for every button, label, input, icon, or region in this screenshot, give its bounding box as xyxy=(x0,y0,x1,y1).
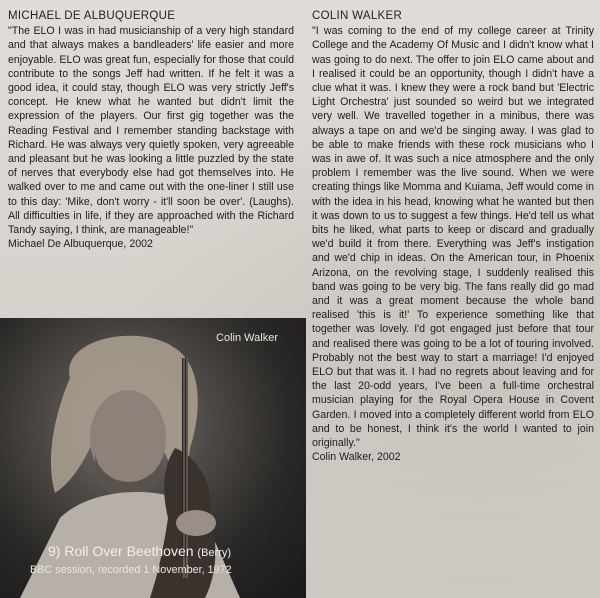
photo-credit: Colin Walker xyxy=(216,332,278,344)
colin-heading: COLIN WALKER xyxy=(312,10,403,22)
track-title xyxy=(48,543,231,559)
track-subtitle: BBC session, recorded 1 November, 1972 xyxy=(30,564,232,576)
colin-walker-section xyxy=(312,9,594,465)
colin-quote: "I was coming to the end of my college career at Trinity College and the Academy Of Music and I didn't know what I was going to do next. The offer to join ELO came about and I realised it could be an opportunity, though I didn't have a clue what it was. I knew they were a rock band but 'Electric Light Orchestra' just sounded so weird but we integrated very well. We travelled together in a minibus, there was always a tape on and we'd be singing away. I was glad to be able to make friends with these rock musicians who I was in awe of. It was such a nice atmosphere and the only problem I remember was the live sound. When we were creating things like Momma and Kuiama, Jeff would come in with the idea in his head, knowing what he wanted but then it was down to us to suggest a few things. He'd tell us what bits he liked, what parts to keep or discard and gradually we'd build it from there. Everything was Jeff's instigation and we'd chip in ideas. On the American tour, in Phoenix Arizona, on the revolving stage, I suddenly realised this band was going to be very big. The fans really did go mad and it was a great moment because the whole band realised 'this is it!' To experience something like that together was lovely. I'd got engaged just before that tour and realised there was going to be a lot of touring involved. Probably not the best way to start a marriage! I'd enjoyed ELO but that was it. I had no regrets about leaving and for the last 20-odd years, I've been a full-time orchestral musician playing for the Royal Opera House in Covent Garden. I moved into a completely different world from ELO and to be honest, I think it's the world I wanted to join originally." xyxy=(312,25,594,450)
colin-walker-photo xyxy=(0,318,306,598)
michael-heading: MICHAEL DE ALBUQUERQUE xyxy=(8,10,176,22)
colin-signature: Colin Walker, 2002 xyxy=(312,451,401,464)
track-artist: (Berry) xyxy=(197,547,232,559)
track-title-text: 9) Roll Over Beethoven xyxy=(48,543,194,559)
michael-quote: "The ELO I was in had musicianship of a very high standard and that always makes a bandleaders' life easier and more enjoyable. ELO was great fun, especially for those that could contribute to the songs Jeff had written. If he felt it was a good idea, it could stay, though ELO was very strictly Jeff's concept. He knew what he wanted but didn't limit the expression of the players. Our first gig together was the Reading Festival and I remember standing backstage with Richard. He was always very quietly spoken, very agreeable and pleasant but he was looking a little puzzled by the state of nerves that everybody else had got themselves into. He walked over to me and came out with the one-liner I still use to this day: 'Mike, don't worry - it'll soon be over'. (Laughs). All difficulties in life, if they are approached with the Richard Tandy saying, I think, are manageable!" xyxy=(8,25,294,237)
michael-signature: Michael De Albuquerque, 2002 xyxy=(8,238,153,251)
michael-de-albuquerque-section xyxy=(8,9,294,251)
